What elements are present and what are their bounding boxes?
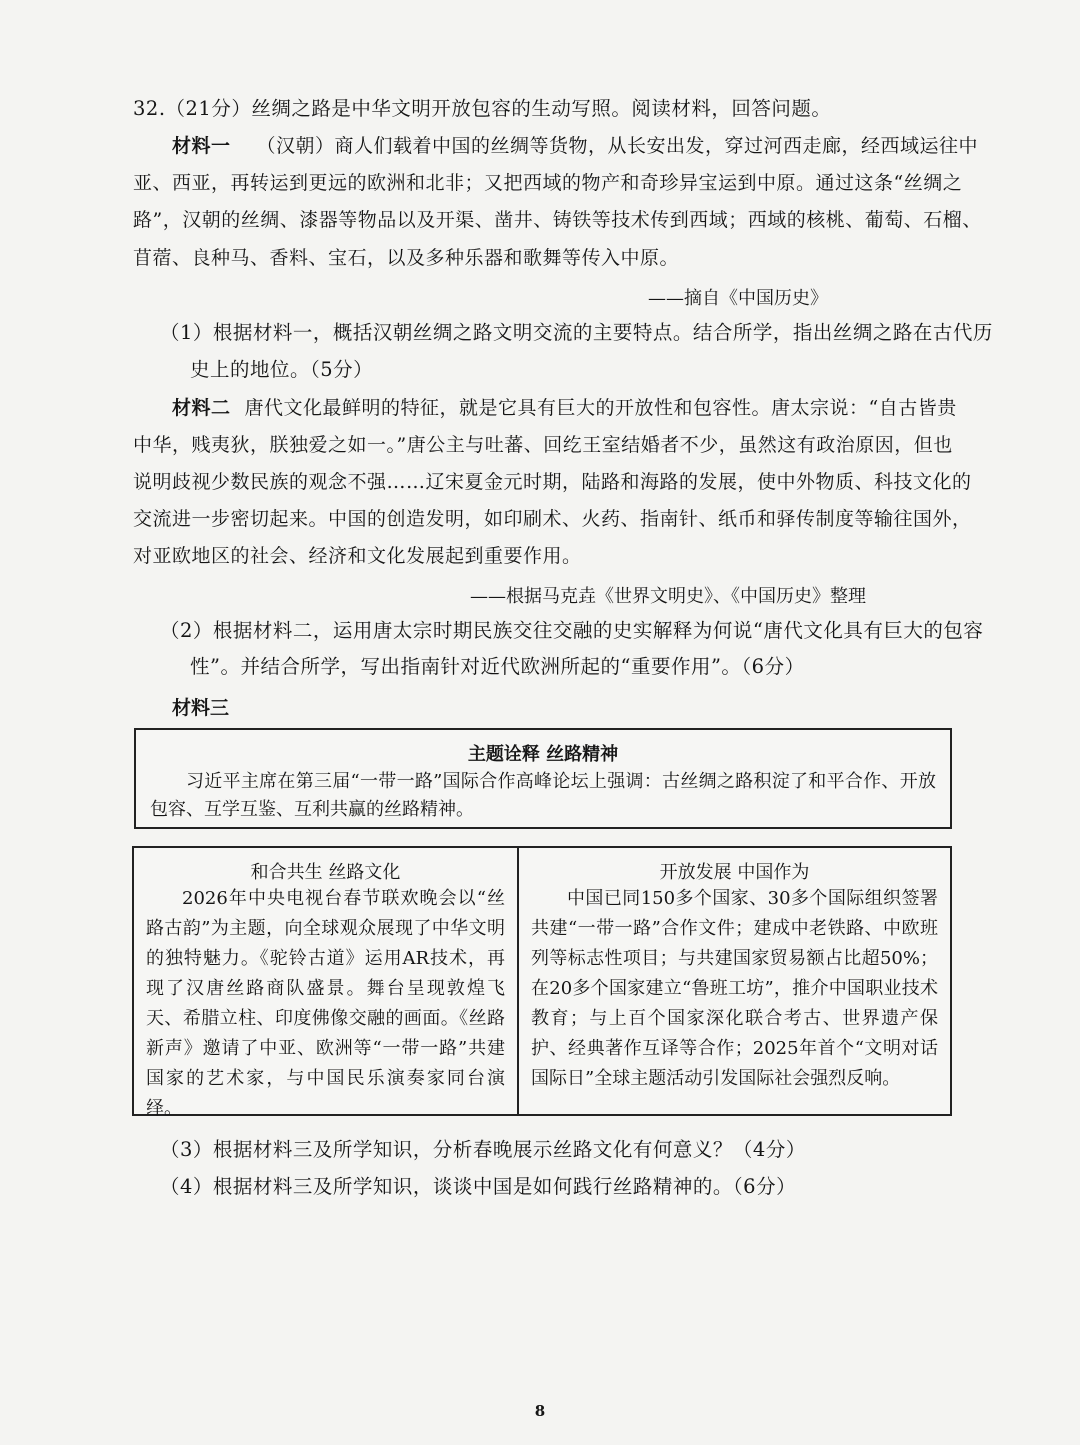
culture-box [132, 846, 519, 1119]
material2-line-2: 中华，贱夷狄，朕独爱之如一。”唐公主与吐蕃、回纥王室结婚者不少，虽然这有政治原因，但也 [133, 434, 953, 456]
development-box-text: 中国已同150多个国家、30多个国际组织签署共建“一带一路”合作文件；建成中老铁路、中欧班列等标志性项目；与共建国家贸易额占比超50%；在20多个国家建立“鲁班工坊”，推介中国职业技术教育；与上百个国家深化联合考古、世界遗产保护、经典著作互译等合作；2025年首个“文明对话国际日”全球主题活动引发国际社会强烈反响。 [531, 888, 938, 1089]
material1-line-4: 苜蓿、良种马、香料、宝石，以及多种乐器和歌舞等传入中原。 [133, 247, 680, 269]
development-box-title: 开放发展 中国作为 [659, 862, 810, 883]
question-header: 32.（21分）丝绸之路是中华文明开放包容的生动写照。阅读材料，回答问题。 [133, 97, 832, 120]
subq4: （4）根据材料三及所学知识，谈谈中国是如何践行丝路精神的。（6分） [160, 1175, 797, 1198]
theme-box [134, 728, 952, 829]
material1-line-2: 亚、西亚，再转运到更远的欧洲和北非；又把西域的物产和奇珍异宝运到中原。通过这条“丝绸之 [133, 172, 963, 194]
material1-line-1: 材料一 （汉朝）商人们载着中国的丝绸等货物，从长安出发，穿过河西走廊，经西域运往中 [172, 135, 979, 157]
culture-box-text: 2026年中央电视台春节联欢晚会以“丝路古韵”为主题，向全球观众展现了中华文明的独特魅力。《驼铃古道》运用AR技术，再现了汉唐丝路商队盛景。舞台呈现敦煌飞天、希腊立柱、印度佛像交融的画面。《丝路新声》邀请了中亚、欧洲等“一带一路”共建国家的艺术家，与中国民乐演奏家同台演绎。 [146, 888, 505, 1119]
material1-label: 材料一 [172, 135, 231, 157]
material2-line-1: 材料二 唐代文化最鲜明的特征，就是它具有巨大的开放性和包容性。唐太宗说：“自古皆贵 [172, 397, 957, 419]
culture-box-title: 和合共生 丝路文化 [250, 862, 401, 883]
material2-source: ——根据马克垚《世界文明史》、《中国历史》整理 [470, 586, 866, 607]
material2-line-5: 对亚欧地区的社会、经济和文化发展起到重要作用。 [133, 545, 582, 567]
subq2-line-2: 性”。并结合所学，写出指南针对近代欧洲所起的“重要作用”。（6分） [190, 655, 805, 678]
subq3: （3）根据材料三及所学知识，分析春晚展示丝路文化有何意义？（4分） [160, 1138, 806, 1161]
material2-line-3: 说明歧视少数民族的观念不强……辽宋夏金元时期，陆路和海路的发展，使中外物质、科技文化的 [133, 471, 972, 493]
development-box [517, 846, 952, 1116]
subq2-line-1: （2）根据材料二，运用唐太宗时期民族交往交融的史实解释为何说“唐代文化具有巨大的包容 [160, 619, 984, 642]
theme-box-title: 主题诠释 丝路精神 [467, 744, 619, 765]
material1-source: ——摘自《中国历史》 [648, 288, 828, 309]
subq1-line-2: 史上的地位。（5分） [190, 358, 374, 381]
material2-line-4: 交流进一步密切起来。中国的创造发明，如印刷术、火药、指南针、纸币和驿传制度等输往国外， [133, 508, 972, 530]
subq1-line-1: （1）根据材料一，概括汉朝丝绸之路文明交流的主要特点。结合所学，指出丝绸之路在古代历 [160, 321, 993, 344]
material2-label: 材料二 [172, 397, 231, 419]
material1-line-3: 路”，汉朝的丝绸、漆器等物品以及开渠、凿井、铸铁等技术传到西域；西域的核桃、葡萄、石榴、 [133, 209, 982, 231]
material3-label: 材料三 [172, 697, 230, 719]
theme-box-text: 习近平主席在第三届“一带一路”国际合作高峰论坛上强调：古丝绸之路积淀了和平合作、开放包容、互学互鉴、互利共赢的丝路精神。 [150, 771, 936, 820]
page-number: 8 [534, 1402, 546, 1420]
